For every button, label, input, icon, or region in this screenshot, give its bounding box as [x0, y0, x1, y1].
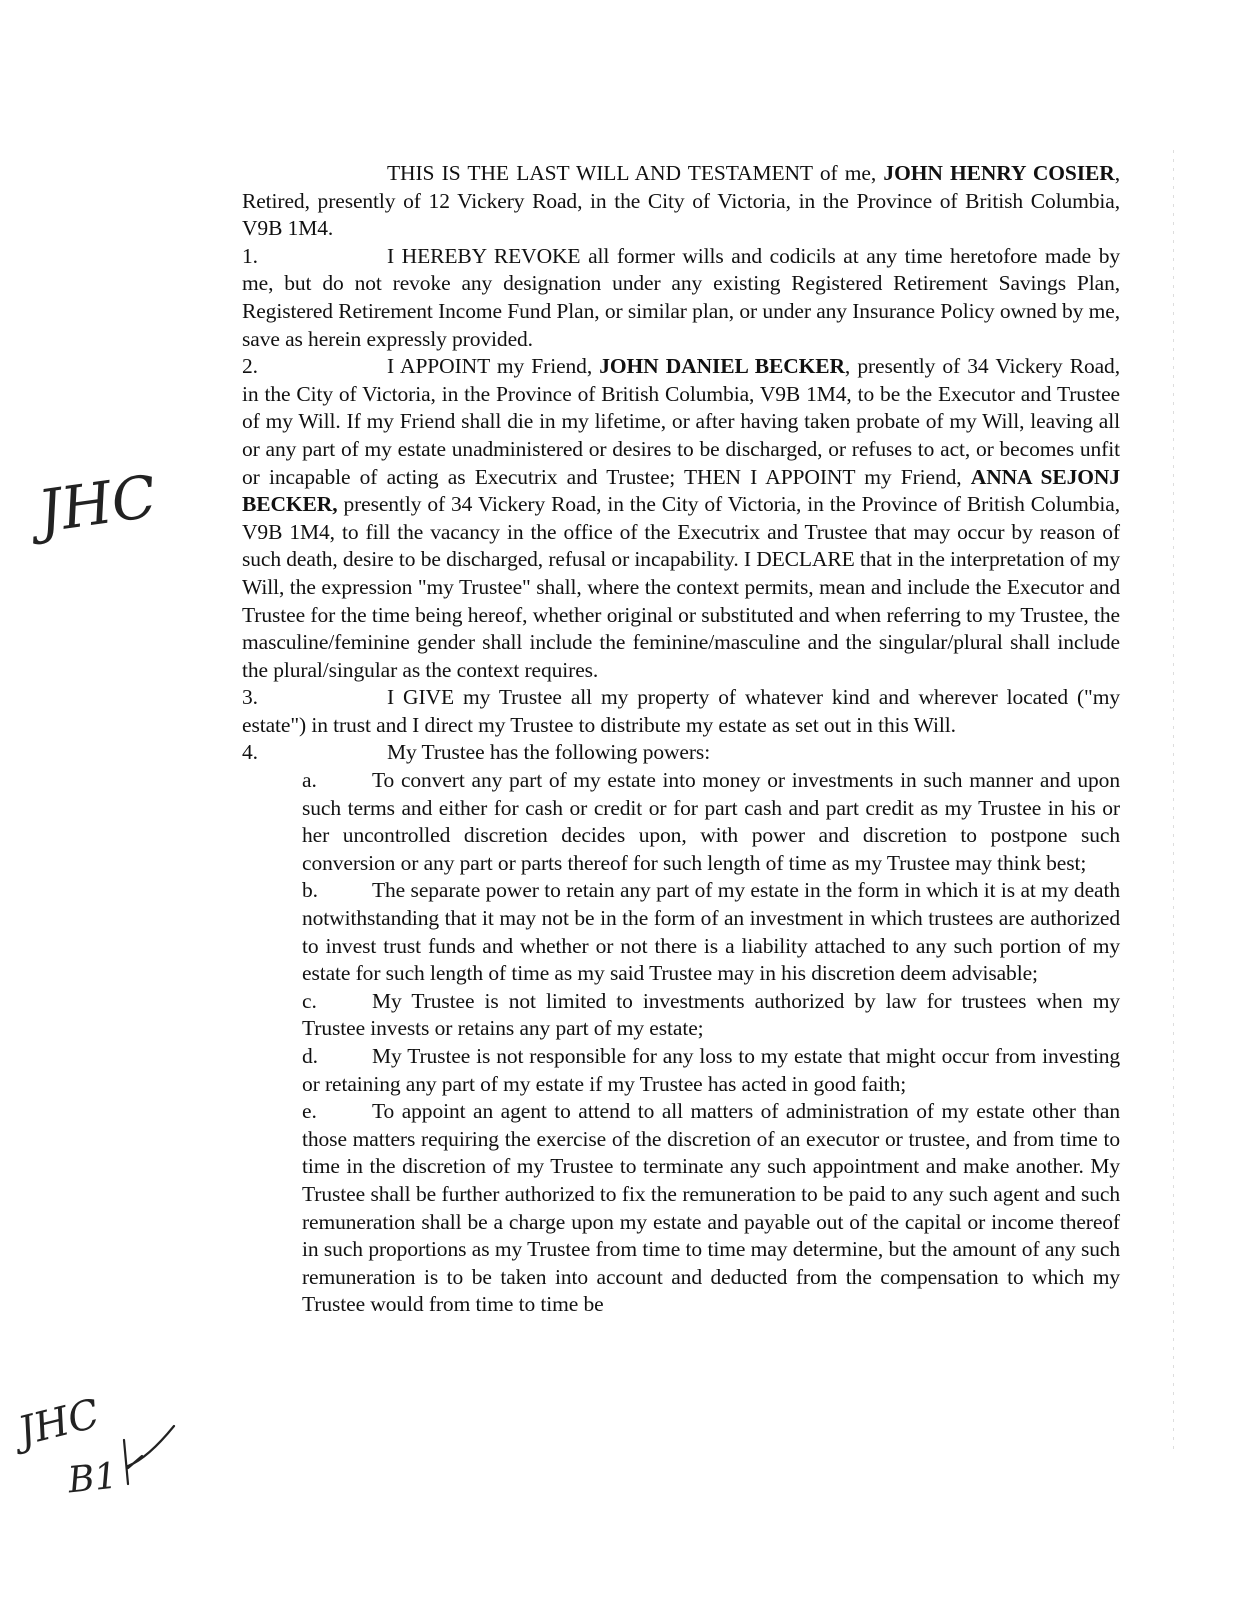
clause-number: 2. [242, 354, 258, 379]
executor-name: JOHN DANIEL BECKER [599, 354, 845, 379]
power-d [302, 1043, 1120, 1098]
bottom-initials: JHC [13, 1390, 104, 1456]
scan-edge-line [1173, 150, 1174, 1450]
clause-4 [242, 739, 1120, 767]
power-text: My Trustee is not responsible for any loss to my estate that might occur from investing or retaining any part of my estate if my Trustee has acted in good faith; [302, 1044, 1120, 1096]
clause-1 [242, 243, 1120, 353]
bottom-note: B1 [65, 1455, 120, 1502]
power-b [302, 877, 1120, 987]
power-text: The separate power to retain any part of my estate in the form in which it is at my death notwithstanding that it may not be in the form of an investment in which trustees are authorized to invest trust funds and whether or not there is a liability attached to any such portion of my estate for such length of time as my said Trustee may in his discretion deem advisable; [302, 878, 1120, 986]
clause-text: I HEREBY REVOKE all former wills and codicils at any time heretofore made by me, but do not revoke any designation under any existing Registered Retirement Savings Plan, Registered Retirement Income Fund Plan, or similar plan, or under any Insurance Policy owned by me, save as herein expressly provided. [242, 243, 1120, 351]
checkmark-icon [118, 1418, 178, 1488]
testator-name: JOHN HENRY COSIER [883, 161, 1115, 185]
power-text: My Trustee is not limited to investments authorized by law for trustees when my Trustee invests or retains any part of my estate; [302, 988, 1120, 1041]
power-text: To appoint an agent to attend to all matters of administration of my estate other than those matters requiring the exercise of the discretion of an executor or trustee, and from time to time in the discretion of my Trustee to terminate any such appointment and make another. My Trustee shall be further authorized to fix the remuneration to be paid to any such agent and such remuneration shall be a charge upon my estate and payable out of the capital or income thereof in such proportions as my Trustee from time to time may determine, but the amount of any such remuneration is to be taken into account and deducted from the compensation to which my Trustee would from time to time be [302, 1099, 1120, 1317]
intro-text-end: , Retired, presently of 12 Vickery Road, in the City of Victoria, in the Province of British Columbia, V9B 1M4. [242, 161, 1120, 241]
power-text: To convert any part of my estate into money or investments in such manner and upon such terms and either for cash or credit or for part cash and part credit as my Trustee in his or her uncontrolled discretion decides upon, with power and discretion to postpone such conversion or any part or parts thereof for such length of time as my Trustee may think best; [302, 768, 1120, 875]
clause-text: I APPOINT my Friend, [387, 354, 600, 379]
power-letter: c. [302, 988, 317, 1013]
clause-3 [242, 684, 1120, 739]
intro-paragraph [242, 160, 1120, 243]
power-e [302, 1098, 1120, 1319]
clause-text: My Trustee has the following powers: [387, 740, 711, 765]
will-body [242, 160, 1120, 1319]
alternate-executor-name: ANNA SEJONJ BECKER, [242, 464, 1120, 517]
clause-number: 1. [242, 243, 258, 268]
power-letter: b. [302, 878, 318, 903]
power-letter: e. [302, 1099, 317, 1124]
clause-text: , presently of 34 Vickery Road, in the City of Victoria, in the Province of British Columbia, V9B 1M4, to be the Executor and Trustee of my Will. If my Friend shall die in my lifetime, or after having taken probate of my Will, leaving all or any part of my estate unadministered or desires to be discharged, or refuses to act, or becomes unfit or incapable of acting as Executrix and Trustee; THEN I APPOINT my Friend, [242, 354, 1120, 489]
margin-initials: JHC [33, 462, 161, 546]
clause-text: I GIVE my Trustee all my property of whatever kind and wherever located ("my estate") in trust and I direct my Trustee to distribute my estate as set out in this Will. [242, 685, 1120, 737]
clause-2 [242, 353, 1120, 684]
power-a [302, 767, 1120, 877]
power-letter: d. [302, 1044, 318, 1068]
intro-text: THIS IS THE LAST WILL AND TESTAMENT of me, [387, 161, 884, 185]
clause-text: presently of 34 Vickery Road, in the City of Victoria, in the Province of British Columbia, V9B 1M4, to fill the vacancy in the office of the Executrix and Trustee that may occur by reason of such death, desire to be discharged, refusal or incapability. I DECLARE that in the interpretation of my Will, the expression "my Trustee" shall, where the context permits, mean and include the Executor and Trustee for the time being hereof, whether original or substituted and when referring to my Trustee, the masculine/feminine gender shall include the feminine/masculine and the singular/plural shall include the plural/singular as the context requires. [242, 492, 1121, 682]
clause-number: 3. [242, 685, 258, 710]
power-letter: a. [302, 768, 317, 793]
power-c [302, 988, 1120, 1043]
clause-number: 4. [242, 740, 258, 765]
